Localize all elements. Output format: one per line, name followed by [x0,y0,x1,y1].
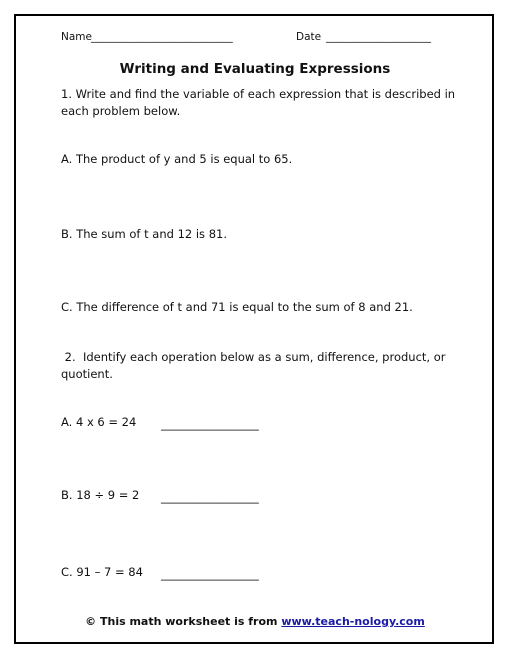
footer-text: © This math worksheet is from [85,615,282,628]
problem-2b-answer-blank: _________________ [161,490,259,504]
footer-link[interactable]: www.teach-nology.com [281,615,425,628]
section2-instruction: 2. Identify each operation below as a sum, difference, product, or quotient. [61,350,450,381]
problem-2c-expression: C. 91 – 7 = 84 [61,565,143,579]
problem-1b: B. The sum of t and 12 is 81. [61,227,227,241]
problem-2c-answer-blank: _________________ [161,567,259,581]
problem-2a-answer-blank: _________________ [161,417,259,431]
problem-1c: C. The difference of t and 71 is equal to the sum of 8 and 21. [61,300,413,314]
name-label: Name [61,31,92,43]
footer [0,615,510,628]
problem-2b-expression: B. 18 ÷ 9 = 2 [61,488,140,502]
date-blank: ____________________ [326,31,431,43]
problem-2a-expression: A. 4 x 6 = 24 [61,415,137,429]
problem-1a: A. The product of y and 5 is equal to 65. [61,152,293,166]
worksheet-title: Writing and Evaluating Expressions [119,61,391,77]
date-label: Date [296,31,322,43]
section1-instruction: 1. Write and find the variable of each expression that is described in each problem below. [61,87,456,118]
name-blank: ___________________________ [91,31,233,43]
